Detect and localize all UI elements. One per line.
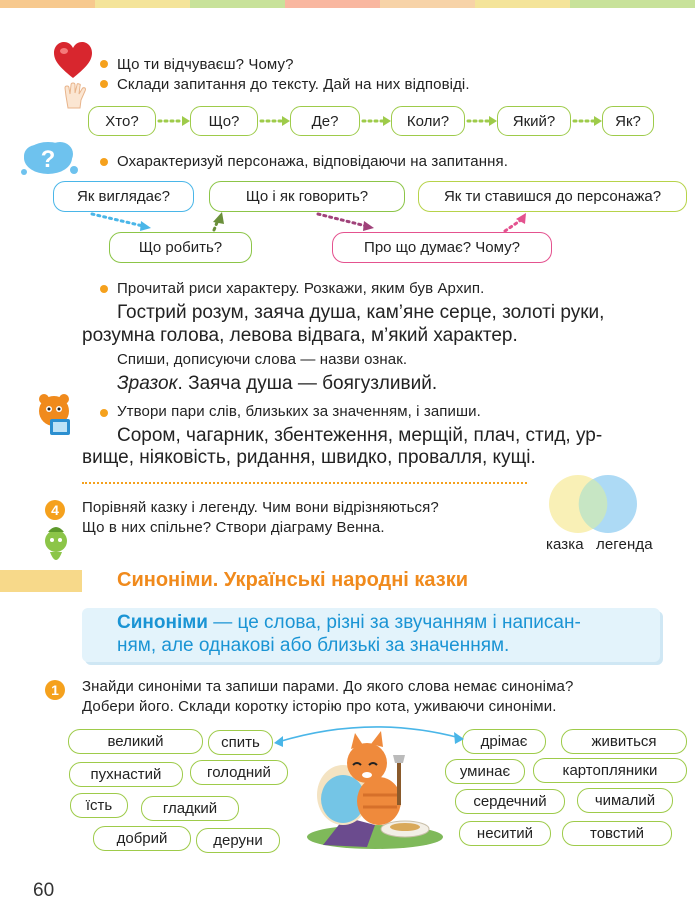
page-number: 60 — [33, 880, 55, 901]
word-considerable: чималий — [577, 788, 673, 813]
word-great: великий — [68, 729, 203, 754]
sample-line — [117, 372, 437, 396]
task1-line-1: Знайди синоніми та запиши парами. До якого слова немає синоніма? — [82, 678, 574, 695]
word-gobbles: уминає — [445, 759, 525, 784]
question-what: Що? — [190, 106, 258, 136]
box-think: Про що думає? Чому? — [332, 232, 552, 263]
pairs-line-2: вище, ніяковість, ридання, швидко, провалля, кущі. — [82, 447, 536, 468]
traits-line-1: Гострий розум, заяча душа, кам’яне серце, золоті руки, — [117, 302, 605, 323]
pairs-line-1: Сором, чагарник, збентеження, мерщій, плач, стид, ур- — [117, 425, 603, 446]
question-how: Як? — [602, 106, 654, 136]
venn-label-legend: легенда — [596, 536, 653, 553]
task1-line-2: Добери його. Склади коротку історію про кота, уживаючи синоніми. — [82, 698, 557, 715]
task4-line-2: Що в них спільне? Створи діаграму Венна. — [82, 519, 385, 536]
svg-text:?: ? — [40, 146, 56, 173]
orange-character-icon — [34, 393, 78, 437]
lesson-title: Синоніми. Українські народні казки — [117, 569, 469, 591]
sample-label: Зразок — [117, 373, 178, 394]
question-when: Коли? — [391, 106, 465, 136]
venn-diagram — [543, 474, 643, 536]
word-insatiable: неситий — [459, 821, 551, 846]
bullet — [100, 409, 108, 417]
traits-line-2: розумна голова, левова відвага, м’який характер. — [82, 325, 518, 346]
make-questions-task: Склади запитання до тексту. Дай на них відповіді. — [117, 76, 470, 93]
question-where: Де? — [290, 106, 360, 136]
definition-line-2: ням, але однакові або близькі за значенням. — [117, 635, 510, 656]
task-number-4: 4 — [45, 500, 65, 520]
sample-text: . Заяча душа — боягузливий. — [177, 373, 438, 394]
word-dozes: дрімає — [462, 729, 546, 754]
word-fat: товстий — [562, 821, 672, 846]
box-speak: Що і як говорить? — [209, 181, 405, 212]
question-who: Хто? — [88, 106, 156, 136]
word-hungry: голодний — [190, 760, 288, 785]
definition-term: Синоніми — [117, 612, 208, 633]
bullet — [100, 285, 108, 293]
word-feeds: живиться — [561, 729, 687, 754]
traits-task: Прочитай риси характеру. Розкажи, яким був Архип. — [117, 280, 485, 297]
word-cordial: сердечний — [455, 789, 565, 814]
copy-task: Спиши, дописуючи слова — назви ознак. — [117, 351, 408, 368]
word-smooth: гладкий — [141, 796, 239, 821]
definition-text-1: — це слова, різні за звучанням і написан- — [207, 612, 581, 633]
green-character-icon — [38, 526, 74, 568]
box-look: Як виглядає? — [53, 181, 194, 212]
word-fluffy: пухнастий — [69, 762, 183, 787]
word-deruny: деруни — [196, 828, 280, 853]
box-do: Що робить? — [109, 232, 252, 263]
definition-line-1 — [117, 611, 581, 635]
question-which: Який? — [497, 106, 571, 136]
venn-label-fairy-tale: казка — [546, 536, 584, 553]
word-kind: добрий — [93, 826, 191, 851]
cat-illustration — [305, 725, 445, 850]
section-divider — [82, 482, 527, 484]
character-diagram-arrows — [0, 0, 695, 280]
word-eats: їсть — [70, 793, 128, 818]
word-potato-cakes: картопляники — [533, 758, 687, 783]
characterize-task: Охарактеризуй персонажа, відповідаючи на запитання. — [117, 153, 508, 170]
definition-box — [82, 608, 660, 662]
lesson-title-band — [0, 570, 82, 592]
box-attitude: Як ти ставишся до персонажа? — [418, 181, 687, 212]
feel-question: Що ти відчуваєш? Чому? — [117, 56, 294, 73]
word-sleeps: спить — [208, 730, 273, 755]
task4-line-1: Порівняй казку і легенду. Чим вони відрізняються? — [82, 499, 439, 516]
task-number-1: 1 — [45, 680, 65, 700]
pairs-task: Утвори пари слів, близьких за значенням, і запиши. — [117, 403, 481, 420]
